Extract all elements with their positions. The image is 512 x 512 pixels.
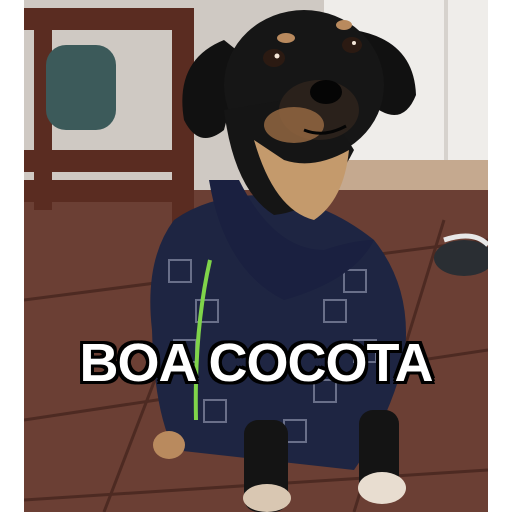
nose bbox=[310, 80, 342, 104]
left-eye bbox=[263, 49, 285, 67]
cloth-on-chair bbox=[46, 45, 116, 130]
meme-photo bbox=[24, 0, 488, 512]
right-eye bbox=[342, 37, 362, 53]
meme-caption: BOA COCOTA bbox=[79, 333, 433, 393]
front-paw-right bbox=[358, 472, 406, 504]
back-paw bbox=[153, 431, 185, 459]
cabinet-door-divider bbox=[444, 0, 448, 175]
front-paw-left bbox=[243, 484, 291, 512]
dog-photo-illustration bbox=[24, 0, 488, 512]
